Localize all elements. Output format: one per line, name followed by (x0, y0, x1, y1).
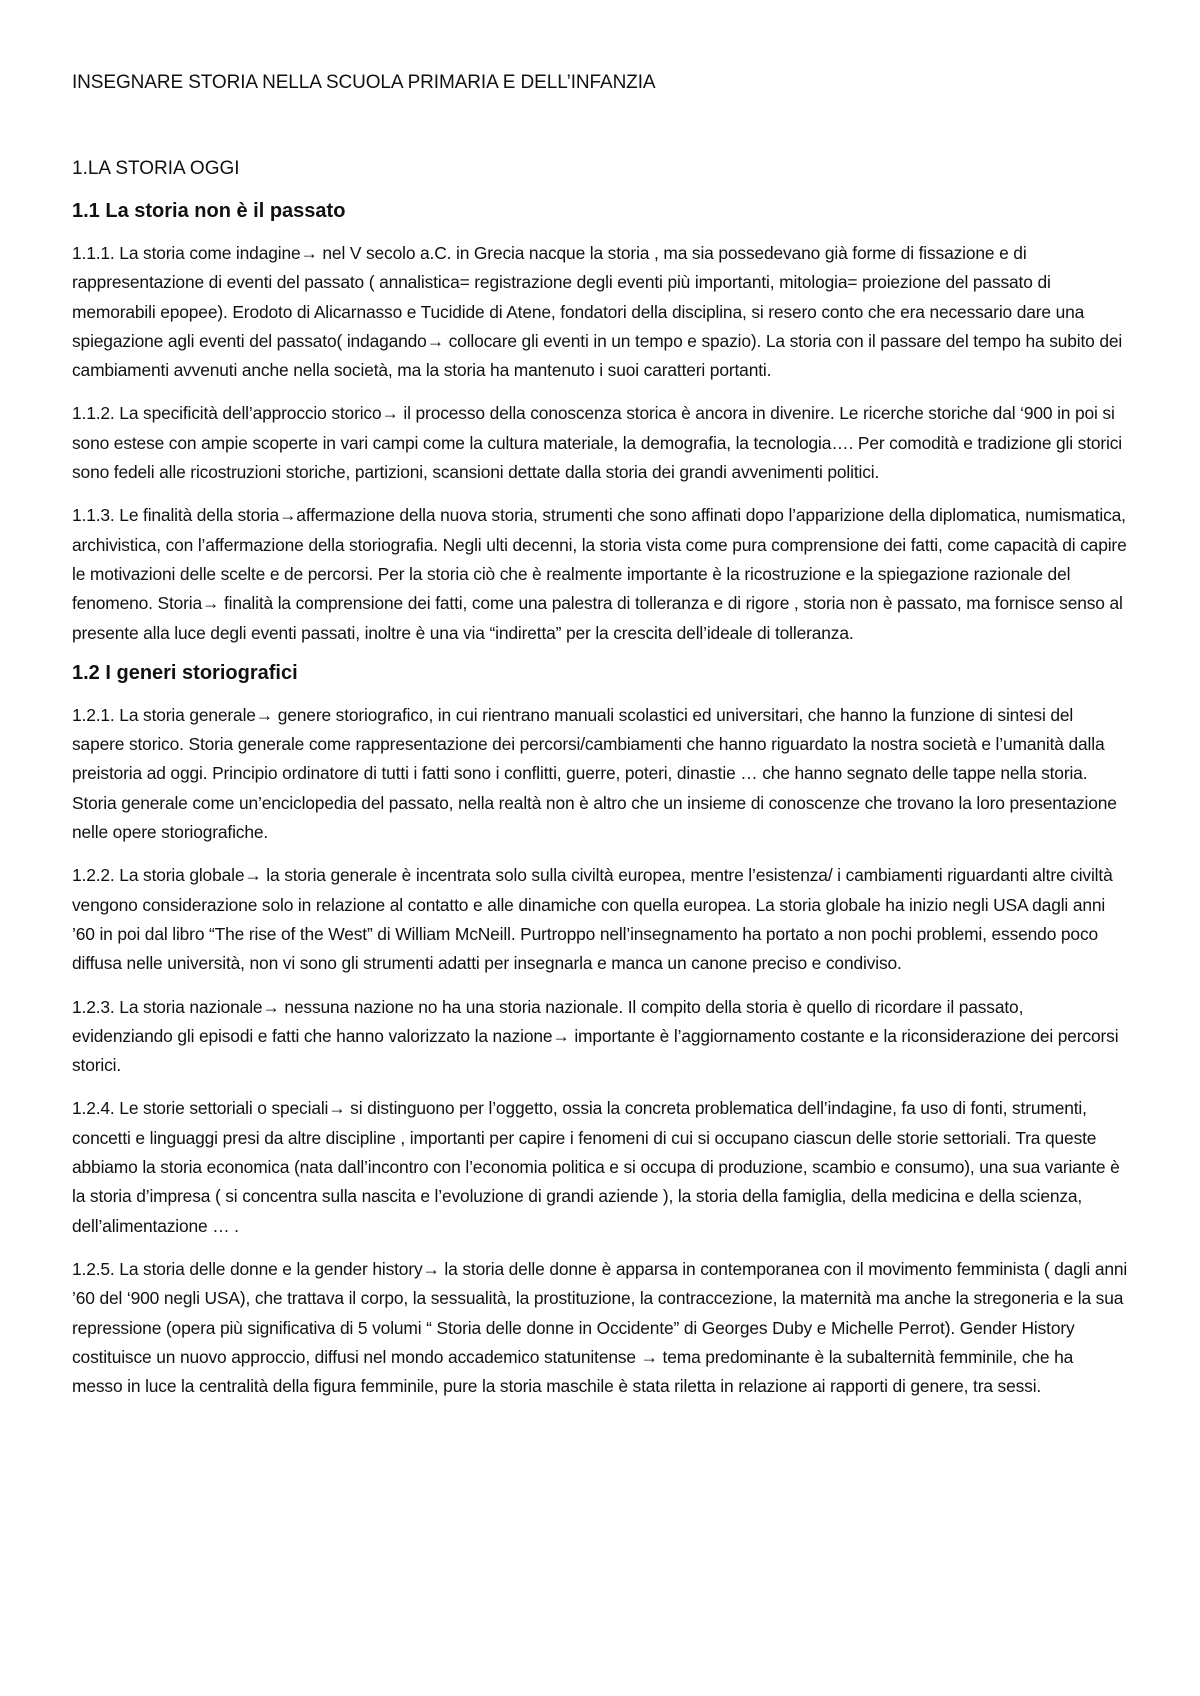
paragraph-1-1-2: 1.1.2. La specificità dell’approccio storico→ il processo della conoscenza storica è ancora in divenire. Le ricerche storiche dal ‘900 in poi si sono estese con ampie scoperte in vari campi come la cultura materiale, la demografia, la tecnologia…. Per comodità e tradizione gli storici sono fedeli alle ricostruzioni storiche, partizioni, scansioni dettate dalla storia dei grandi avvenimenti politici. (72, 403, 1123, 483)
paragraph-1-1-3: 1.1.3. Le finalità della storia→affermazione della nuova storia, strumenti che sono affinati dopo l’apparizione della diplomatica, numismatica, archivistica, con l’affermazione della storiografia. Negli ulti decenni, la storia vista come pura comprensione dei fatti, come capacità di capire le motivazioni delle scelte e de percorsi. Per la storia ciò che è realmente importante è la ricostruzione e la spiegazione razionale del fenomeno. Storia→ finalità la comprensione dei fatti, come una palestra di tolleranza e di rigore , storia non è passato, ma fornisce senso al presente alla luce degli eventi passati, inoltre è una via “indiretta” per la crescita dell’ideale di tolleranza. (72, 505, 1127, 643)
section-heading-1-2: 1.2 I generi storiografici (72, 661, 298, 684)
document-title: INSEGNARE STORIA NELLA SCUOLA PRIMARIA E DELL’INFANZIA (72, 72, 656, 93)
paragraph-1-2-3: 1.2.3. La storia nazionale→ nessuna nazione no ha una storia nazionale. Il compito della storia è quello di ricordare il passato, evidenziando gli episodi e fatti che hanno valorizzato la nazione→ importante è l’aggiornamento costante e la riconsiderazione dei percorsi storici. (72, 996, 1119, 1076)
paragraph-1-2-1: 1.2.1. La storia generale→ genere storiografico, in cui rientrano manuali scolastici ed universitari, che hanno la funzione di sintesi del sapere storico. Storia generale come rappresentazione dei percorsi/cambiamenti che hanno riguardato la nostra società e l’umanità dalla preistoria ad oggi. Principio ordinatore di tutti i fatti sono i conflitti, guerre, poteri, dinastie … che hanno segnato delle tappe nella storia. Storia generale come un’enciclopedia del passato, nella realtà non è altro che un insieme di conoscenze che trovano la loro presentazione nelle opere storiografiche. (72, 704, 1117, 843)
paragraph-1-2-2: 1.2.2. La storia globale→ la storia generale è incentrata solo sulla civiltà europea, mentre l’esistenza/ i cambiamenti riguardanti altre civiltà vengono considerazione solo in relazione al contatto e alle dinamiche con quella europea. La storia globale ha inizio negli USA dagli anni ’60 in poi dal libro “The rise of the West” di William McNeill. Purtroppo nell’insegnamento ha portato a non pochi problemi, essendo poco diffusa nelle università, non vi sono gli strumenti adatti per insegnarla e manca un canone preciso e condiviso. (72, 865, 1113, 974)
chapter-heading: 1.LA STORIA OGGI (72, 158, 240, 179)
paragraph-1-1-1: 1.1.1. La storia come indagine→ nel V secolo a.C. in Grecia nacque la storia , ma sia possedevano già forme di fissazione e di rappresentazione di eventi del passato ( annalistica= registrazione degli eventi più importanti, mitologia= proiezione del passato di memorabili epopee). Erodoto di Alicarnasso e Tucidide di Atene, fondatori della disciplina, si resero conto che era necessario dare una spiegazione agli eventi del passato( indagando→ collocare gli eventi in un tempo e spazio). La storia con il passare del tempo ha subito dei cambiamenti avvenuti anche nella società, ma la storia ha mantenuto i suoi caratteri portanti. (72, 243, 1123, 381)
section-heading-1-1: 1.1 La storia non è il passato (72, 200, 346, 222)
paragraph-1-2-4: 1.2.4. Le storie settoriali o speciali→ si distinguono per l’oggetto, ossia la concreta problematica dell’indagine, fa uso di fonti, strumenti, concetti e linguaggi presi da altre discipline , importanti per capire i fenomeni di cui si occupano ciascun delle storie settoriali. Tra queste abbiamo la storia economica (nata dall’incontro con l’economia politica e si occupa di produzione, scambio e consumo), una sua variante è la storia d’impresa ( si concentra sulla nascita e l’evoluzione di grandi aziende ), la storia della famiglia, della medicina e della scienza, dell’alimentazione … . (72, 1098, 1120, 1236)
paragraph-1-2-5: 1.2.5. La storia delle donne e la gender history→ la storia delle donne è apparsa in contemporanea con il movimento femminista ( dagli anni ’60 del ‘900 negli USA), che trattava il corpo, la sessualità, la prostituzione, la contraccezione, la maternità ma anche la stregoneria e la sua repressione (opera più significativa di 5 volumi “ Storia delle donne in Occidente” di Georges Duby e Michelle Perrot). Gender History costituisce un nuovo approccio, diffusi nel mondo accademico statunitense → tema predominante è la subalternità femminile, che ha messo in luce la centralità della figura femminile, pure la storia maschile è stata riletta in relazione ai rapporti di genere, tra sessi. (72, 1258, 1128, 1397)
